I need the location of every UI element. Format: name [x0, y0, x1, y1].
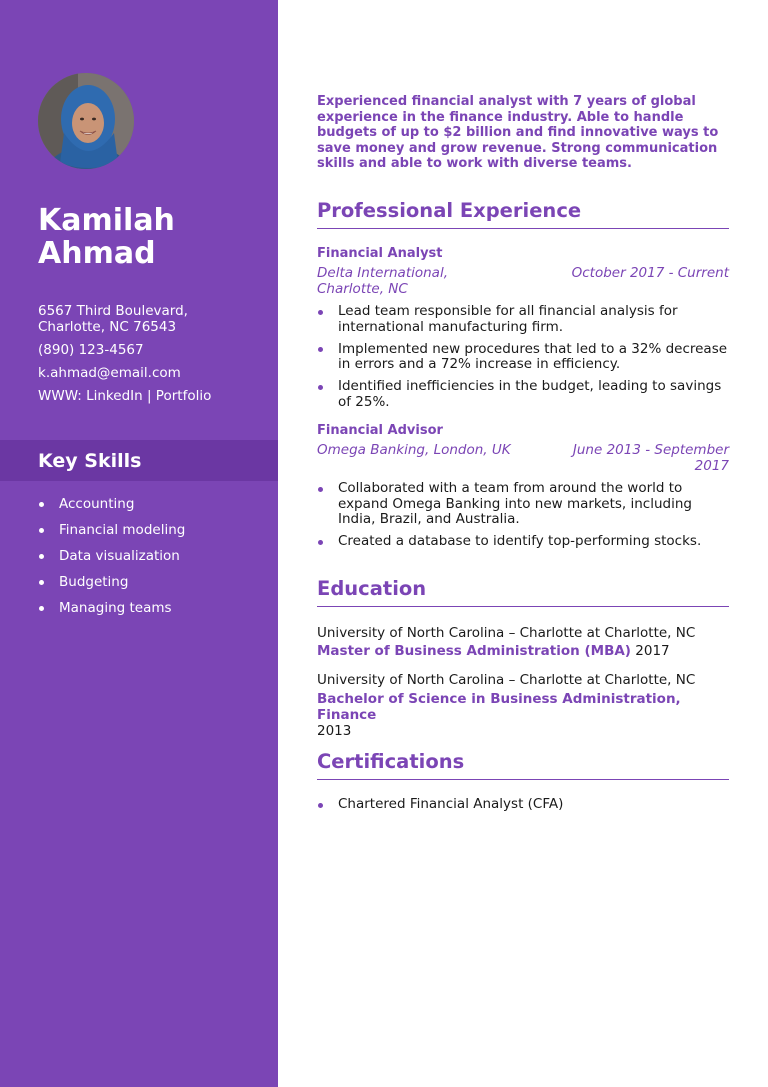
- skill-item: [38, 522, 274, 548]
- job-dates: October 2017 - Current: [571, 265, 729, 281]
- bullet-text: Collaborated with a team from around the world to expand Omega Banking into new markets, including India, Brazil, and Australia.: [338, 480, 692, 527]
- list-item: [317, 342, 729, 373]
- bullet-icon: [318, 487, 323, 492]
- job-title: Financial Advisor: [317, 423, 443, 438]
- job-bullets: [317, 481, 729, 556]
- job-bullets: [317, 304, 729, 417]
- sidebar: [0, 0, 278, 1087]
- edu-degree-line: [317, 691, 729, 739]
- bullet-text: Created a database to identify top-performing stocks.: [338, 533, 702, 549]
- skill-label: Managing teams: [59, 600, 172, 616]
- contact-block: [38, 303, 274, 404]
- bullet-icon: [318, 540, 323, 545]
- job-company: Omega Banking, London, UK: [317, 442, 511, 458]
- bullet-icon: [39, 554, 44, 559]
- avatar: [38, 73, 134, 169]
- skill-item: [38, 574, 274, 600]
- job-dates: June 2013 - September 2017: [572, 442, 729, 474]
- edu-year: 2013: [317, 723, 352, 739]
- skill-item: [38, 600, 274, 626]
- skills-list: [38, 496, 274, 626]
- web-links[interactable]: WWW: LinkedIn | Portfolio: [38, 388, 212, 404]
- list-item: [317, 797, 729, 813]
- skills-header: [0, 440, 278, 481]
- address-line-1: 6567 Third Boulevard,: [38, 303, 188, 319]
- job-company: Delta International, Charlotte, NC: [317, 265, 448, 297]
- experience-section-title: Professional Experience: [317, 199, 729, 229]
- skill-item: [38, 496, 274, 522]
- list-item: [317, 379, 729, 410]
- bullet-icon: [318, 310, 323, 315]
- skill-label: Financial modeling: [59, 522, 186, 538]
- edu-year: 2017: [635, 643, 670, 659]
- list-item: [317, 304, 729, 335]
- bullet-text: Implemented new procedures that led to a 32% decrease in errors and a 72% increase in efficiency.: [338, 340, 728, 372]
- edu-degree: Bachelor of Science in Business Administration, Finance: [317, 691, 681, 723]
- bullet-text: Lead team responsible for all financial analysis for international manufacturing firm.: [338, 303, 678, 335]
- edu-school: University of North Carolina – Charlotte at Charlotte, NC: [317, 672, 696, 688]
- list-item: [317, 481, 729, 528]
- edu-school: University of North Carolina – Charlotte at Charlotte, NC: [317, 625, 696, 641]
- bullet-icon: [39, 606, 44, 611]
- bullet-icon: [39, 502, 44, 507]
- education-section-title: Education: [317, 577, 729, 607]
- skill-label: Accounting: [59, 496, 135, 512]
- edu-degree: Master of Business Administration (MBA): [317, 643, 631, 659]
- certifications-list: [317, 797, 729, 819]
- bullet-icon: [318, 803, 323, 808]
- candidate-name: Kamilah Ahmad: [38, 203, 175, 271]
- bullet-icon: [39, 580, 44, 585]
- job-title: Financial Analyst: [317, 246, 443, 261]
- certifications-section-title: Certifications: [317, 750, 729, 780]
- skills-title: Key Skills: [38, 450, 142, 472]
- bullet-text: Identified inefficiencies in the budget, leading to savings of 25%.: [338, 378, 722, 410]
- edu-degree-line: [317, 643, 729, 659]
- skill-label: Budgeting: [59, 574, 129, 590]
- summary: Experienced financial analyst with 7 years of global experience in the finance industry. Able to handle budgets of up to $2 billion and find innovative ways to save money and grow revenue. Strong communication skills and able to work with diverse teams.: [317, 94, 719, 171]
- skill-label: Data visualization: [59, 548, 180, 564]
- bullet-icon: [39, 528, 44, 533]
- bullet-icon: [318, 347, 323, 352]
- bullet-icon: [318, 385, 323, 390]
- list-item: [317, 534, 729, 550]
- address-line-2: Charlotte, NC 76543: [38, 319, 177, 335]
- main-content: [317, 0, 729, 1087]
- email[interactable]: k.ahmad@email.com: [38, 365, 181, 381]
- skill-item: [38, 548, 274, 574]
- phone: (890) 123-4567: [38, 342, 144, 358]
- profile-photo: [38, 73, 134, 169]
- certification-label: Chartered Financial Analyst (CFA): [338, 796, 564, 812]
